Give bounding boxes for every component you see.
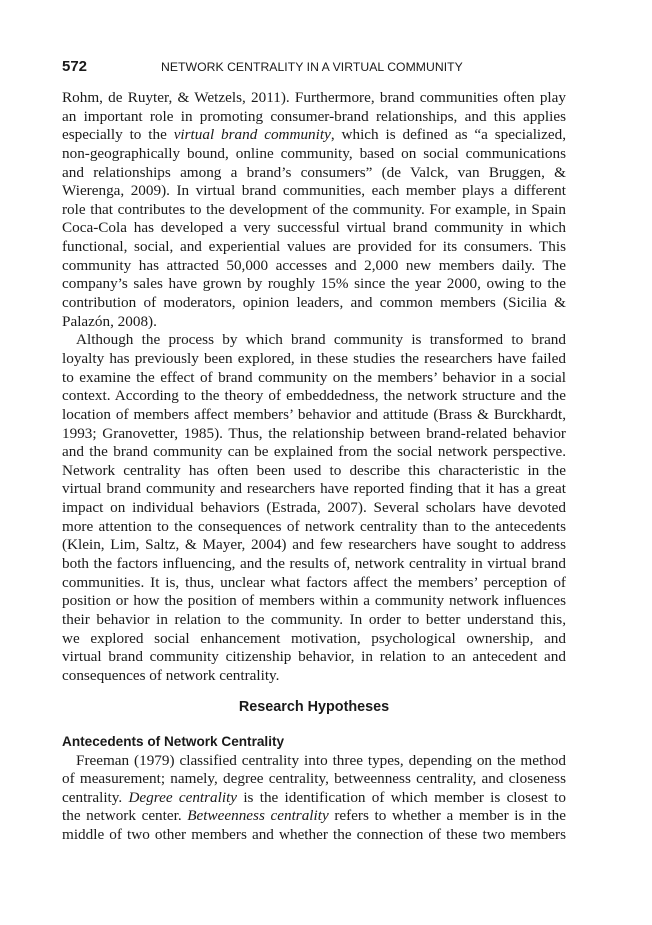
text-line: virtual brand community and researchers have reported finding that it has a great [62, 480, 566, 498]
text-line: more attention to the consequences of network centrality than to the antecedents [62, 517, 566, 535]
text-line: middle of two other members and whether the connection of these two members [62, 826, 566, 844]
section-heading: Research Hypotheses [238, 698, 390, 715]
text-line: Palazón, 2008). [62, 312, 157, 330]
italic-term: Degree centrality [128, 788, 238, 806]
text-line: virtual brand community citizenship behavior, in relation to an antecedent and [62, 648, 566, 666]
page-number: 572 [62, 58, 88, 75]
text-line: loyalty has previously been explored, in these studies the researchers have failed [62, 349, 566, 367]
text-line: community has attracted 50,000 accesses and 2,000 new members daily. The [62, 256, 566, 274]
text-line: Rohm, de Ruyter, & Wetzels, 2011). Furthermore, brand communities often play [62, 89, 566, 106]
text-line: their behavior in relation to the community. In order to better understand this, [62, 610, 566, 628]
running-head [62, 58, 566, 80]
document-page [62, 58, 566, 845]
text-line: functional, social, and experiential values are provided for its consumers. This [62, 238, 566, 256]
italic-term: virtual brand community [173, 126, 331, 144]
text-line: Although the process by which brand community is transformed to brand [76, 331, 566, 349]
italic-term: Betweenness centrality [187, 807, 329, 825]
text-line: role that contributes to the development of the community. For example, in Spain [62, 200, 566, 218]
text-line: consequences of network centrality. [62, 666, 280, 684]
paragraph-2 [62, 331, 566, 685]
subsection-heading: Antecedents of Network Centrality [62, 733, 285, 749]
text-line: Network centrality has often been used to describe this characteristic in the [62, 461, 566, 479]
body-text [62, 89, 566, 686]
text-line: and relationships among a brand’s consumers” (de Valck, van Bruggen, & [62, 163, 566, 181]
text-line: and the brand community can be explained from the social network perspective. [62, 443, 566, 461]
text-line: contribution of moderators, opinion leaders, and common members (Sicilia & [62, 294, 566, 312]
text-line: position or how the position of members within a community network influences [62, 592, 566, 610]
text-line: Freeman (1979) classified centrality into three types, depending on the method [76, 751, 566, 769]
running-title: NETWORK CENTRALITY IN A VIRTUAL COMMUNITY [161, 60, 463, 74]
text-line: (Klein, Lim, Saltz, & Mayer, 2004) and few researchers have sought to address [62, 536, 566, 554]
text-line: Coca-Cola has developed a very successful virtual brand community in which [62, 219, 566, 237]
text-line: communities. It is, thus, unclear what factors affect the members’ perception of [62, 573, 566, 591]
text-line: location of members affect members’ behavior and attitude (Brass & Burckhardt, [62, 405, 566, 423]
text-line: we explored social enhancement motivation, psychological ownership, and [62, 629, 566, 647]
paragraph-3 [62, 752, 566, 845]
text-line: company’s sales have grown by roughly 15% since the year 2000, owing to the [62, 275, 566, 293]
text-line: the network center. Betweenness centrality refers to whether a member is in the [62, 807, 567, 825]
text-line: context. According to the theory of embeddedness, the network structure and the [62, 387, 566, 405]
paragraph-1 [62, 89, 566, 331]
text-line: to examine the effect of brand community on the members’ behavior in a social [62, 368, 566, 386]
text-line: especially to the virtual brand community, which is defined as “a specialized, [62, 126, 566, 144]
text-line: an important role in promoting consumer-brand relationships, and this applies [62, 107, 566, 125]
text-line: centrality. Degree centrality is the identification of which member is closest to [62, 788, 566, 806]
text-line: Wierenga, 2009). In virtual brand communities, each member plays a different [62, 182, 566, 200]
text-line: of measurement; namely, degree centrality, betweenness centrality, and closeness [62, 770, 566, 788]
text-line: non-geographically bound, online community, based on social communications [62, 144, 566, 162]
text-line: 1993; Granovetter, 1985). Thus, the relationship between brand-related behavior [62, 424, 566, 442]
text-line: impact on individual behaviors (Estrada, 2007). Several scholars have devoted [62, 499, 566, 517]
text-line: both the factors influencing, and the results of, network centrality in virtual brand [62, 555, 566, 573]
